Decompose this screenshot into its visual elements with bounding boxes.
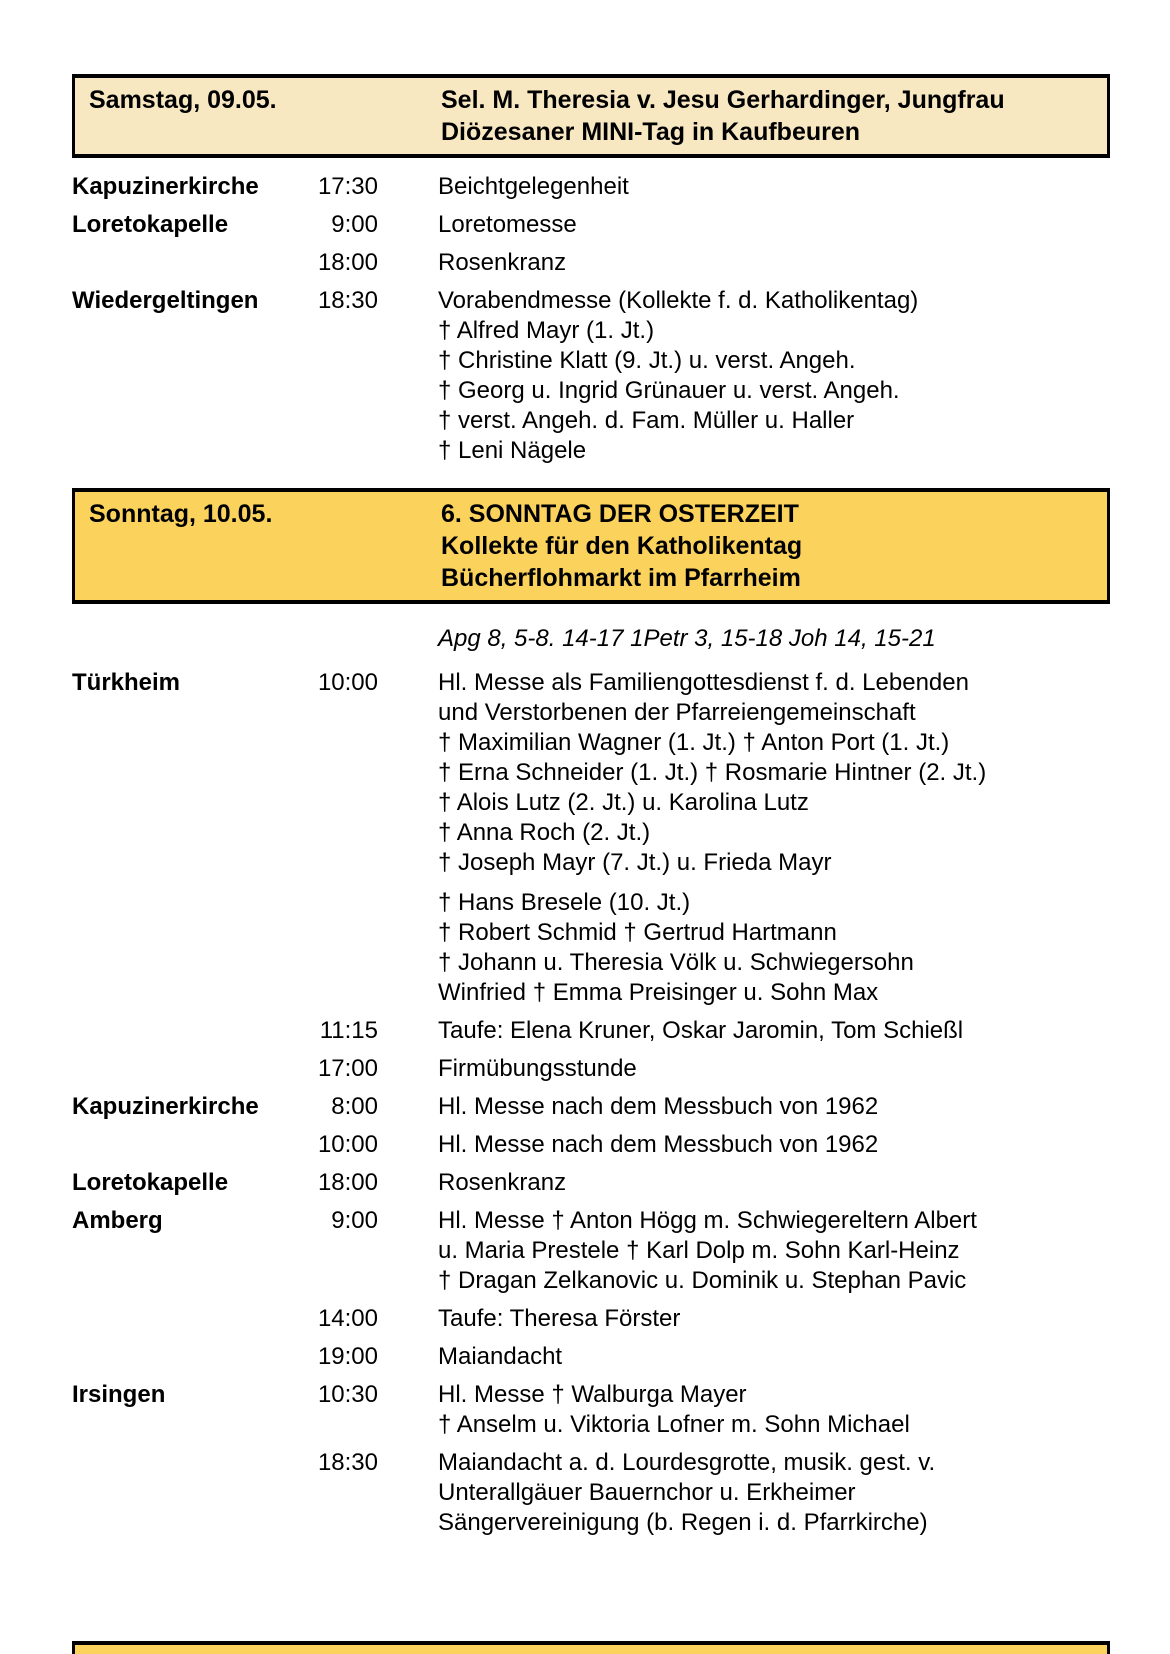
schedule-row: [72, 1206, 1110, 1296]
service-description-line: Loretomesse: [438, 211, 577, 238]
service-description-line: und Verstorbenen der Pfarreiengemeinschaft: [438, 699, 916, 726]
schedule-row: [72, 1016, 1110, 1046]
time-label: 10:00: [317, 669, 378, 696]
location-label: [72, 1016, 294, 1046]
service-description-line: † verst. Angeh. d. Fam. Müller u. Haller: [438, 407, 855, 434]
time-label: 18:00: [317, 249, 378, 276]
service-description: [384, 210, 1110, 240]
location-label: [72, 248, 294, 278]
service-description-line: † Erna Schneider (1. Jt.) † Rosmarie Hintner (2. Jt.): [438, 759, 987, 786]
service-description-line: Hl. Messe † Walburga Mayer: [438, 1381, 747, 1408]
location-label: [72, 1304, 294, 1334]
location-label: Loretokapelle: [72, 211, 229, 238]
service-description-line: † Joseph Mayr (7. Jt.) u. Frieda Mayr: [438, 849, 832, 876]
schedule-row: [72, 1342, 1110, 1372]
location-label: Irsingen: [72, 1381, 166, 1408]
schedule-rows: [72, 668, 1110, 1538]
day-section: [72, 488, 1110, 1538]
service-description-line: † Alois Lutz (2. Jt.) u. Karolina Lutz: [438, 789, 809, 816]
time-label: 8:00: [331, 1093, 378, 1120]
time-label: 17:30: [317, 173, 378, 200]
schedule-row: [72, 1092, 1110, 1122]
location-label: [72, 1054, 294, 1084]
service-description-line: Maiandacht: [438, 1343, 563, 1370]
day-header-title-line: 6. SONNTAG DER OSTERZEIT: [441, 500, 799, 528]
location-label: Türkheim: [72, 669, 181, 696]
schedule-row: [72, 1380, 1110, 1440]
service-description-line: † Georg u. Ingrid Grünauer u. verst. Angeh.: [438, 377, 900, 404]
service-description-line: Winfried † Emma Preisinger u. Sohn Max: [438, 979, 879, 1006]
service-description-line: Taufe: Elena Kruner, Oskar Jaromin, Tom Schießl: [438, 1017, 964, 1044]
day-header-date: Sonntag, 10.05.: [89, 500, 273, 528]
schedule-rows: [72, 172, 1110, 466]
service-description-line: Hl. Messe als Familiengottesdienst f. d. Lebenden: [438, 669, 969, 696]
location-label: Kapuzinerkirche: [72, 173, 259, 200]
location-label: Amberg: [72, 1207, 163, 1234]
service-description: [384, 1448, 1110, 1538]
time-label: 10:30: [317, 1381, 378, 1408]
service-description-line: Vorabendmesse (Kollekte f. d. Katholikentag): [438, 287, 919, 314]
time-label: 14:00: [317, 1305, 378, 1332]
schedule-row: [72, 286, 1110, 466]
scripture-reference: Apg 8, 5-8. 14-17 1Petr 3, 15-18 Joh 14, 15-21: [438, 625, 936, 652]
service-description-line: † Alfred Mayr (1. Jt.): [438, 317, 655, 344]
service-description-line: † Leni Nägele: [438, 437, 587, 464]
time-label: 10:00: [317, 1131, 378, 1158]
service-description-line: Rosenkranz: [438, 1169, 567, 1196]
time-label: 11:15: [319, 1017, 378, 1044]
service-description-line: Beichtgelegenheit: [438, 173, 629, 200]
service-description: [384, 1016, 1110, 1046]
day-header-box: [72, 74, 1110, 158]
service-description-line: Sängervereinigung (b. Regen i. d. Pfarrkirche): [438, 1509, 928, 1536]
day-header-date: Samstag, 09.05.: [89, 86, 277, 114]
service-description-line: u. Maria Prestele † Karl Dolp m. Sohn Karl-Heinz: [438, 1237, 960, 1264]
service-description-line: Rosenkranz: [438, 249, 567, 276]
schedule-row: [72, 1054, 1110, 1084]
service-description-line: Firmübungsstunde: [438, 1055, 637, 1082]
service-description-line: † Robert Schmid † Gertrud Hartmann: [438, 919, 837, 946]
service-description-line: † Dragan Zelkanovic u. Dominik u. Stephan Pavic: [438, 1267, 967, 1294]
location-label: [72, 1342, 294, 1372]
schedule-row: [72, 1304, 1110, 1334]
day-header-title-line: Bücherflohmarkt im Pfarrheim: [441, 564, 801, 592]
schedule-row: [72, 210, 1110, 240]
day-header-titles: [441, 84, 1093, 148]
service-description: [384, 286, 1110, 466]
day-header-box: [72, 488, 1110, 604]
service-description-line: Unterallgäuer Bauernchor u. Erkheimer: [438, 1479, 856, 1506]
service-description: [384, 1092, 1110, 1122]
schedule-row: [72, 172, 1110, 202]
location-label: [72, 1130, 294, 1160]
location-label: [72, 1448, 294, 1538]
time-label: 18:00: [317, 1169, 378, 1196]
service-description-line: † Christine Klatt (9. Jt.) u. verst. Angeh.: [438, 347, 856, 374]
location-label: Loretokapelle: [72, 1169, 229, 1196]
schedule-row: [72, 1168, 1110, 1198]
day-header-title-line: Diözesaner MINI-Tag in Kaufbeuren: [441, 118, 861, 146]
service-description-line: † Anna Roch (2. Jt.): [438, 819, 651, 846]
day-header-titles: [441, 498, 1093, 594]
service-description-line: Hl. Messe nach dem Messbuch von 1962: [438, 1093, 879, 1120]
service-description: [384, 1380, 1110, 1440]
service-description-line: Hl. Messe † Anton Högg m. Schwiegereltern Albert: [438, 1207, 977, 1234]
service-description-line: Maiandacht a. d. Lourdesgrotte, musik. gest. v.: [438, 1449, 936, 1476]
service-description: [384, 1054, 1110, 1084]
schedule-document: [72, 74, 1110, 1538]
location-label: Wiedergeltingen: [72, 287, 259, 314]
day-header-title-line: Kollekte für den Katholikentag: [441, 532, 803, 560]
service-description: [384, 248, 1110, 278]
service-description: [384, 668, 1110, 1008]
next-day-header-cutoff: [72, 1641, 1110, 1654]
day-header-title-line: Sel. M. Theresia v. Jesu Gerhardinger, Jungfrau: [441, 86, 1005, 114]
schedule-row: [72, 668, 1110, 1008]
schedule-row: [72, 1130, 1110, 1160]
day-section: [72, 74, 1110, 466]
time-label: 18:30: [317, 1449, 378, 1476]
service-description-line: † Anselm u. Viktoria Lofner m. Sohn Michael: [438, 1411, 910, 1438]
time-label: 9:00: [331, 211, 378, 238]
service-description: [384, 1130, 1110, 1160]
service-description-line: † Maximilian Wagner (1. Jt.) † Anton Port (1. Jt.): [438, 729, 950, 756]
schedule-row: [72, 1448, 1110, 1538]
location-label: Kapuzinerkirche: [72, 1093, 259, 1120]
service-description-line: Taufe: Theresa Förster: [438, 1305, 681, 1332]
service-description: [384, 1304, 1110, 1334]
service-description: [384, 1342, 1110, 1372]
service-description-line: Hl. Messe nach dem Messbuch von 1962: [438, 1131, 879, 1158]
service-description: [384, 1168, 1110, 1198]
service-description: [384, 172, 1110, 202]
time-label: 19:00: [317, 1343, 378, 1370]
time-label: 17:00: [317, 1055, 378, 1082]
service-description-line: † Johann u. Theresia Völk u. Schwiegersohn: [438, 949, 914, 976]
time-label: 18:30: [317, 287, 378, 314]
service-description: [384, 1206, 1110, 1296]
schedule-row: [72, 248, 1110, 278]
time-label: 9:00: [331, 1207, 378, 1234]
service-description-line: † Hans Bresele (10. Jt.): [438, 889, 691, 916]
